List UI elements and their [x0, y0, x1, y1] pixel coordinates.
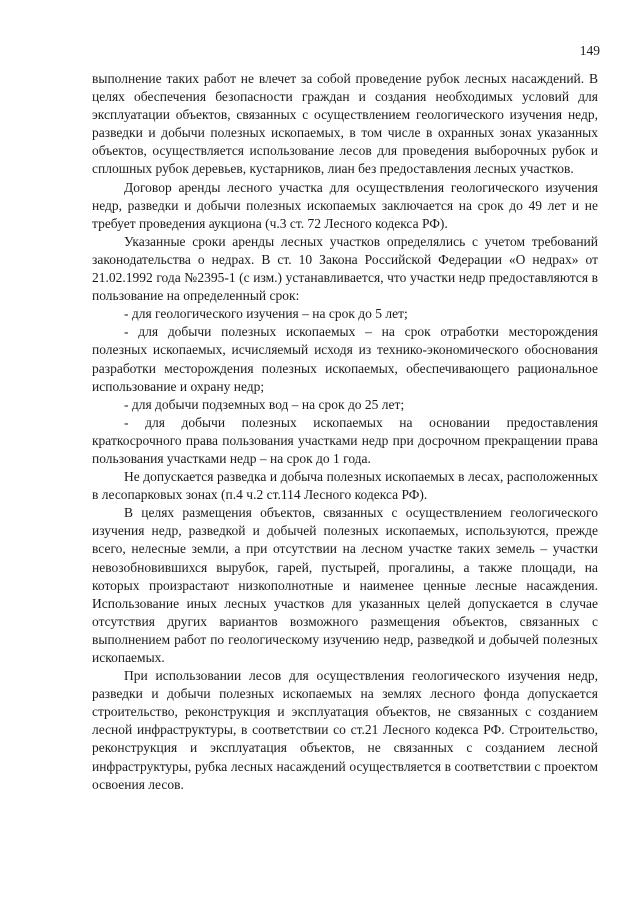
- list-item-geological-study: - для геологического изучения – на срок до 5 лет;: [124, 306, 408, 322]
- paragraph-1: выполнение таких работ не влечет за собой проведение рубок лесных насаждений. В целях обеспечения безопасности граждан и создания необходимых условий для эксплуатации объектов, связанных с осуществлением геологического изучения недр, разведки и добычи полезных ископаемых, в том числе в охранных зонах указанных объектов, осуществляется использование лесов для проведения выборочных рубок и сплошных рубок деревьев, кустарников, лиан без предоставления лесных участков.: [92, 71, 598, 177]
- paragraph-3: Указанные сроки аренды лесных участков определялись с учетом требований законодательства о недрах. В ст. 10 Закона Российской Федерации «О недрах» от 21.02.1992 года №2395-1 (с изм.) устанавливается, что участки недр предоставляются в пользование на определенный срок:: [92, 233, 598, 304]
- paragraph-2: Договор аренды лесного участка для осуществления геологического изучения недр, разведки и добычи полезных ископаемых заключается на срок до 49 лет и не требует проведения аукциона (ч.3 ст. 72 Лесного кодекса РФ).: [92, 179, 598, 231]
- page-number: 149: [579, 43, 600, 58]
- list-item-mineral-extraction: - для добычи полезных ископаемых – на срок отработки месторождения полезных ископаемых, исчисляемый исходя из технико-экономического обоснования разработки месторождения полезных ископаемых, обеспечивающего рациональное использование и охрану недр;: [92, 324, 598, 394]
- paragraph-forest-parks: Не допускается разведка и добыча полезных ископаемых в лесах, расположенных в лесопарковых зонах (п.4 ч.2 ст.114 Лесного кодекса РФ).: [92, 469, 598, 503]
- paragraph-construction: При использовании лесов для осуществления геологического изучения недр, разведки и добычи полезных ископаемых на землях лесного фонда допускается строительство, реконструкция и эксплуатация объектов, не связанных с созданием лесной инфраструктуры, в соответствии со ст.21 Лесного кодекса РФ. Строительство, реконструкция и эксплуатация объектов, не связанных с созданием лесной инфраструктуры, рубка лесных насаждений осуществляется в соответствии с проектом освоения лесов.: [92, 668, 598, 792]
- paragraph-placement: В целях размещения объектов, связанных с осуществлением геологического изучения недр, разведкой и добычей полезных ископаемых, используются, прежде всего, нелесные земли, а при отсутствии на лесном участке таких земель – участки невозобновившихся вырубок, гарей, пустырей, прогалины, а также площади, на которых произрастают низкополнотные и наименее ценные лесные насаждения. Использование иных лесных участков для указанных целей допускается в случае отсутствия других вариантов возможного размещения объектов, связанных с выполнением работ по геологическому изучению недр, разведкой и добычей полезных ископаемых.: [92, 505, 598, 665]
- body-text: [92, 70, 598, 794]
- list-item-short-term: - для добычи полезных ископаемых на основании предоставления краткосрочного права пользования участками недр при досрочном прекращении права пользования участками недр – на срок до 1 года.: [92, 414, 598, 466]
- list-item-groundwater: - для добычи подземных вод – на срок до 25 лет;: [124, 396, 405, 412]
